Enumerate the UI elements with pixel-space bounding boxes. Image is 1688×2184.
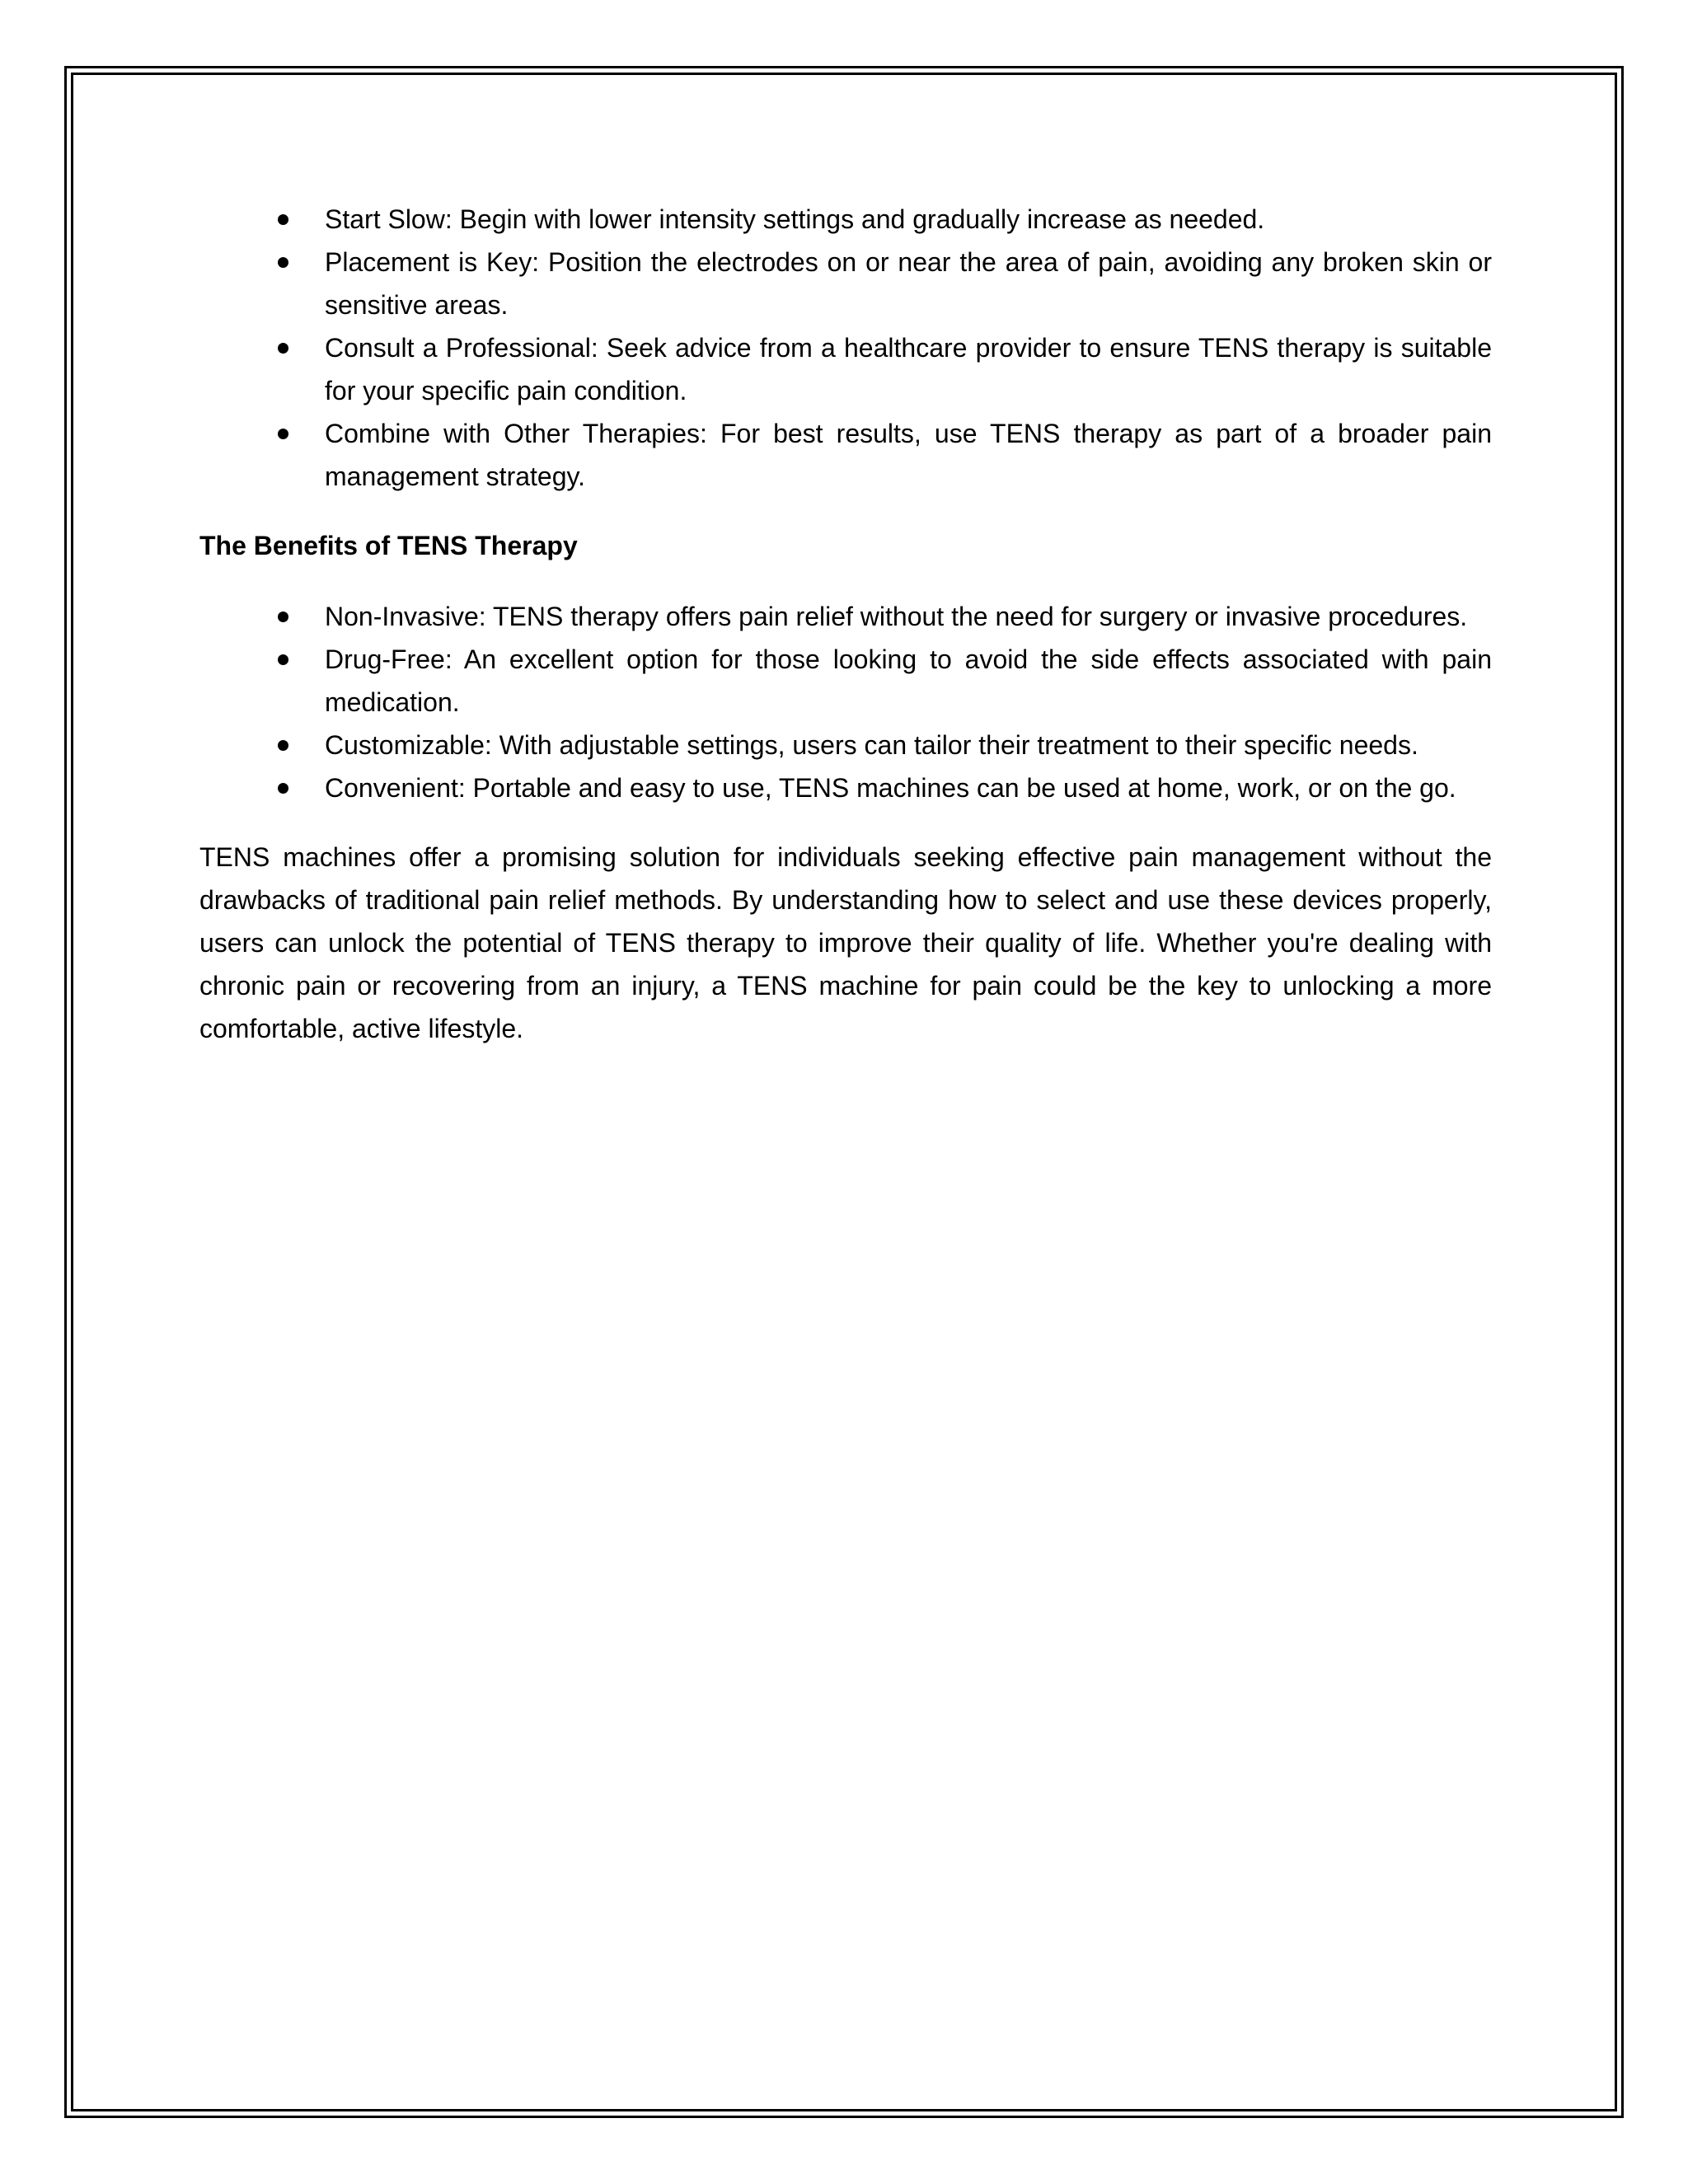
list-item-text: Non-Invasive: TENS therapy offers pain relief without the need for surgery or invasive procedures.	[325, 602, 1468, 631]
bullet-icon	[278, 740, 288, 751]
list-item-text: Combine with Other Therapies: For best results, use TENS therapy as part of a broader pain management strategy.	[325, 419, 1492, 491]
list-item-text: Drug-Free: An excellent option for those looking to avoid the side effects associated with pain medication.	[325, 644, 1492, 717]
bullet-icon	[278, 343, 288, 354]
list-item	[199, 198, 1492, 241]
bullet-icon	[278, 429, 288, 439]
list-item	[199, 766, 1492, 809]
list-item-text: Customizable: With adjustable settings, users can tailor their treatment to their specific needs.	[325, 730, 1418, 760]
section-heading: The Benefits of TENS Therapy	[199, 531, 578, 560]
conclusion-paragraph: TENS machines offer a promising solution for individuals seeking effective pain management without the drawbacks of traditional pain relief methods. By understanding how to select and use these devices properly, users can unlock the potential of TENS therapy to improve their quality of life. Whether you're dealing with chronic pain or recovering from an injury, a TENS machine for pain could be the key to unlocking a more comfortable, active lifestyle.	[199, 842, 1492, 1043]
list-item	[199, 241, 1492, 326]
list-item-text: Convenient: Portable and easy to use, TENS machines can be used at home, work, or on the go.	[325, 773, 1456, 803]
bullet-icon	[278, 783, 288, 794]
bullet-icon	[278, 654, 288, 665]
benefits-list	[199, 595, 1492, 809]
list-item	[199, 595, 1492, 638]
list-item-text: Consult a Professional: Seek advice from a healthcare provider to ensure TENS therapy is suitable for your specific pain condition.	[325, 333, 1492, 405]
list-item	[199, 638, 1492, 724]
tips-list	[199, 198, 1492, 498]
list-item-text: Start Slow: Begin with lower intensity settings and gradually increase as needed.	[325, 204, 1265, 234]
list-item	[199, 724, 1492, 766]
bullet-icon	[278, 257, 288, 268]
list-item-text: Placement is Key: Position the electrodes on or near the area of pain, avoiding any broken skin or sensitive areas.	[325, 247, 1492, 320]
bullet-icon	[278, 612, 288, 622]
bullet-icon	[278, 214, 288, 225]
list-item	[199, 412, 1492, 498]
list-item	[199, 326, 1492, 412]
document-body	[199, 198, 1492, 1076]
